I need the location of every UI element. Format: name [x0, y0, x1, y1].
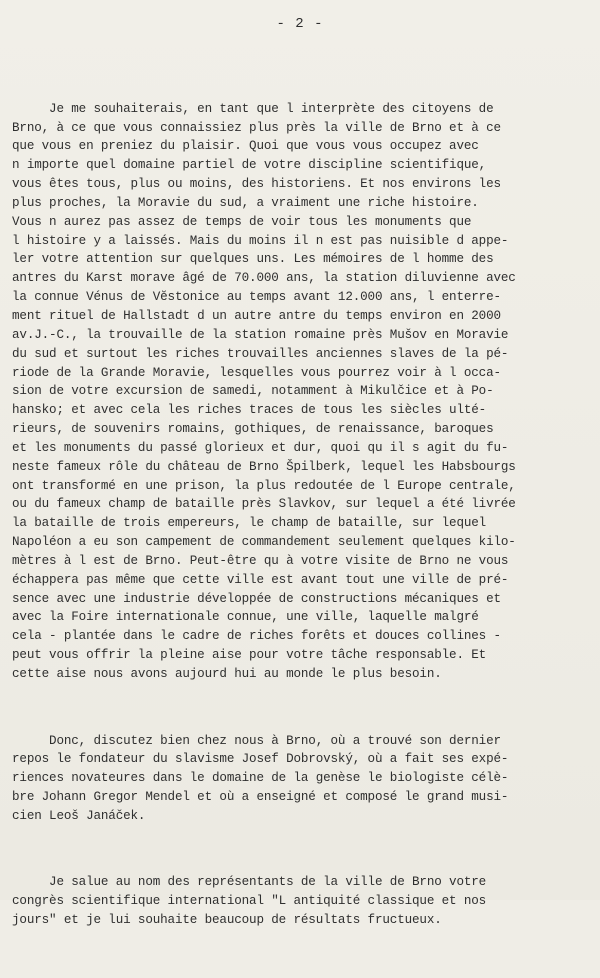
text-line: riode de la Grande Moravie, lesquelles vous pourrez voir à l occa- [12, 365, 501, 380]
text-line: la bataille de trois empereurs, le champ de bataille, sur lequel [12, 516, 487, 531]
text-line: du sud et surtout les riches trouvailles anciennes slaves de la pé- [12, 346, 509, 361]
text-line: rieurs, de souvenirs romains, gothiques, de renaissance, baroques [12, 422, 494, 437]
text-line: échappera pas même que cette ville est avant tout une ville de pré- [12, 572, 509, 587]
text-line: riences novateures dans le domaine de la genèse le biologiste célè- [12, 771, 509, 786]
text-line: Napoléon a eu son campement de commandement seulement quelques kilo- [12, 535, 516, 550]
text-line: jours" et je lui souhaite beaucoup de résultats fructueux. [12, 913, 442, 928]
text-line: Donc, discutez bien chez nous à Brno, où a trouvé son dernier [12, 733, 501, 748]
text-line: n importe quel domaine partiel de votre discipline scientifique, [12, 158, 487, 173]
text-line: bre Johann Gregor Mendel et où a enseigné et composé le grand musi- [12, 790, 509, 805]
text-line: Vous n aurez pas assez de temps de voir tous les monuments que [12, 214, 472, 229]
text-line: peut vous offrir la pleine aise pour votre tâche responsable. Et [12, 648, 487, 663]
text-line: antres du Karst morave âgé de 70.000 ans, la station diluvienne avec [12, 271, 516, 286]
text-line: ment rituel de Hallstadt d un autre antre du temps environ en 2000 [12, 308, 501, 323]
text-line: ler votre attention sur quelques uns. Les mémoires de l homme des [12, 252, 494, 267]
text-line: sence avec une industrie développée de constructions mécaniques et [12, 591, 501, 606]
text-line: sion de votre excursion de samedi, notamment à Mikulčice et à Po- [12, 384, 494, 399]
text-line: avec la Foire internationale connue, une ville, laquelle malgré [12, 610, 479, 625]
text-line: que vous en preniez du plaisir. Quoi que vous vous occupez avec [12, 139, 479, 154]
paragraph-3 [12, 873, 592, 930]
text-line: av.J.-C., la trouvaille de la station romaine près Mušov en Moravie [12, 327, 509, 342]
text-line: et les monuments du passé glorieux et dur, quoi qu il s agit du fu- [12, 440, 509, 455]
text-line: Brno, à ce que vous connaissiez plus près la ville de Brno et à ce [12, 120, 501, 135]
paragraph-1 [12, 100, 592, 684]
page-number: - 2 - [276, 16, 324, 32]
text-line: vous êtes tous, plus ou moins, des historiens. Et nos environs les [12, 177, 501, 192]
text-line: cette aise nous avons aujourd hui au monde le plus besoin. [12, 667, 442, 681]
text-line: mètres à l est de Brno. Peut-être qu à votre visite de Brno ne vous [12, 553, 509, 568]
text-line: l histoire y a laissés. Mais du moins il n est pas nuisible d appe- [12, 233, 509, 248]
text-line: congrès scientifique international "L antiquité classique et nos [12, 894, 487, 909]
paragraph-2 [12, 732, 592, 826]
text-line: cien Leoš Janáček. [12, 808, 146, 823]
text-line: la connue Vénus de Vĕstonice au temps avant 12.000 ans, l enterre- [12, 290, 501, 305]
text-line: repos le fondateur du slavisme Josef Dobrovský, où a fait ses expé- [12, 752, 509, 767]
document-body [12, 62, 592, 978]
text-line: ou du fameux champ de bataille près Slavkov, sur lequel a été livrée [12, 497, 516, 512]
text-line: ont transformé en une prison, la plus redoutée de l Europe centrale, [12, 478, 516, 493]
text-line: hansko; et avec cela les riches traces de tous les siècles ulté- [12, 403, 487, 418]
text-line: Je me souhaiterais, en tant que l interprète des citoyens de [12, 101, 494, 116]
text-line: plus proches, la Moravie du sud, a vraiment une riche histoire. [12, 195, 479, 210]
text-line: neste fameux rôle du château de Brno Špilberk, lequel les Habsbourgs [12, 459, 516, 474]
text-line: cela - plantée dans le cadre de riches forêts et douces collines - [12, 629, 501, 644]
text-line: Je salue au nom des représentants de la ville de Brno votre [12, 875, 487, 890]
